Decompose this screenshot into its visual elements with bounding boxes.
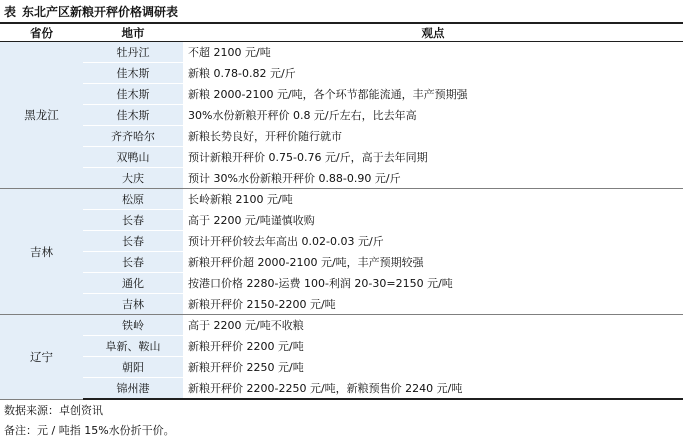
data-source: 数据来源：卓创资讯 (4, 404, 103, 417)
table-row (0, 273, 683, 294)
city-cell: 佳木斯 (83, 63, 183, 84)
view-cell: 预计开秤价较去年高出 0.02-0.03 元/斤 (183, 231, 683, 252)
province-cell: 吉林 (0, 189, 83, 315)
table-row (0, 189, 683, 210)
city-cell: 松原 (83, 189, 183, 210)
view-cell: 高于 2200 元/吨不收粮 (183, 315, 683, 336)
header-city: 地市 (83, 23, 183, 42)
city-cell: 佳木斯 (83, 105, 183, 126)
view-cell: 按港口价格 2280-运费 100-利润 20-30=2150 元/吨 (183, 273, 683, 294)
city-cell: 双鸭山 (83, 147, 183, 168)
view-cell: 预计 30%水份新粮开秤价 0.88-0.90 元/斤 (183, 168, 683, 189)
survey-table (0, 22, 683, 400)
province-cell: 辽宁 (0, 315, 83, 400)
table-row (0, 42, 683, 63)
table-row (0, 63, 683, 84)
view-cell: 不超 2100 元/吨 (183, 42, 683, 63)
header-province: 省份 (0, 23, 83, 42)
remark: 备注：元 / 吨指 15%水份折干价。 (4, 424, 175, 437)
table-row (0, 336, 683, 357)
city-cell: 牡丹江 (83, 42, 183, 63)
city-cell: 长春 (83, 210, 183, 231)
table-row (0, 84, 683, 105)
city-cell: 长春 (83, 231, 183, 252)
view-cell: 新粮开秤价 2250 元/吨 (183, 357, 683, 378)
table-row (0, 231, 683, 252)
city-cell: 铁岭 (83, 315, 183, 336)
view-cell: 新粮开秤价 2200-2250 元/吨，新粮预售价 2240 元/吨 (183, 378, 683, 400)
table-caption (4, 3, 184, 21)
city-cell: 朝阳 (83, 357, 183, 378)
table-row (0, 168, 683, 189)
view-cell: 高于 2200 元/吨谨慎收购 (183, 210, 683, 231)
view-cell: 30%水份新粮开秤价 0.8 元/斤左右，比去年高 (183, 105, 683, 126)
city-cell: 通化 (83, 273, 183, 294)
view-cell: 新粮开秤价超 2000-2100 元/吨，丰产预期较强 (183, 252, 683, 273)
city-cell: 佳木斯 (83, 84, 183, 105)
caption-text: 东北产区新粮开秤价格调研表 (22, 5, 179, 19)
table-notes (4, 401, 175, 441)
city-cell: 吉林 (83, 294, 183, 315)
view-cell: 新粮 0.78-0.82 元/斤 (183, 63, 683, 84)
view-cell: 长岭新粮 2100 元/吨 (183, 189, 683, 210)
table-row (0, 378, 683, 400)
view-cell: 预计新粮开秤价 0.75-0.76 元/斤，高于去年同期 (183, 147, 683, 168)
header-row (0, 23, 683, 42)
city-cell: 锦州港 (83, 378, 183, 400)
table-row (0, 294, 683, 315)
city-cell: 齐齐哈尔 (83, 126, 183, 147)
table-row (0, 252, 683, 273)
table-row (0, 126, 683, 147)
view-cell: 新粮长势良好，开秤价随行就市 (183, 126, 683, 147)
city-cell: 大庆 (83, 168, 183, 189)
view-cell: 新粮开秤价 2200 元/吨 (183, 336, 683, 357)
city-cell: 长春 (83, 252, 183, 273)
city-cell: 阜新、鞍山 (83, 336, 183, 357)
province-cell: 黑龙江 (0, 42, 83, 189)
table-row (0, 357, 683, 378)
header-view: 观点 (183, 23, 683, 42)
table-row (0, 105, 683, 126)
view-cell: 新粮开秤价 2150-2200 元/吨 (183, 294, 683, 315)
table-row (0, 315, 683, 336)
caption-prefix: 表 (4, 5, 17, 19)
table-row (0, 210, 683, 231)
view-cell: 新粮 2000-2100 元/吨，各个环节都能流通，丰产预期强 (183, 84, 683, 105)
table-row (0, 147, 683, 168)
